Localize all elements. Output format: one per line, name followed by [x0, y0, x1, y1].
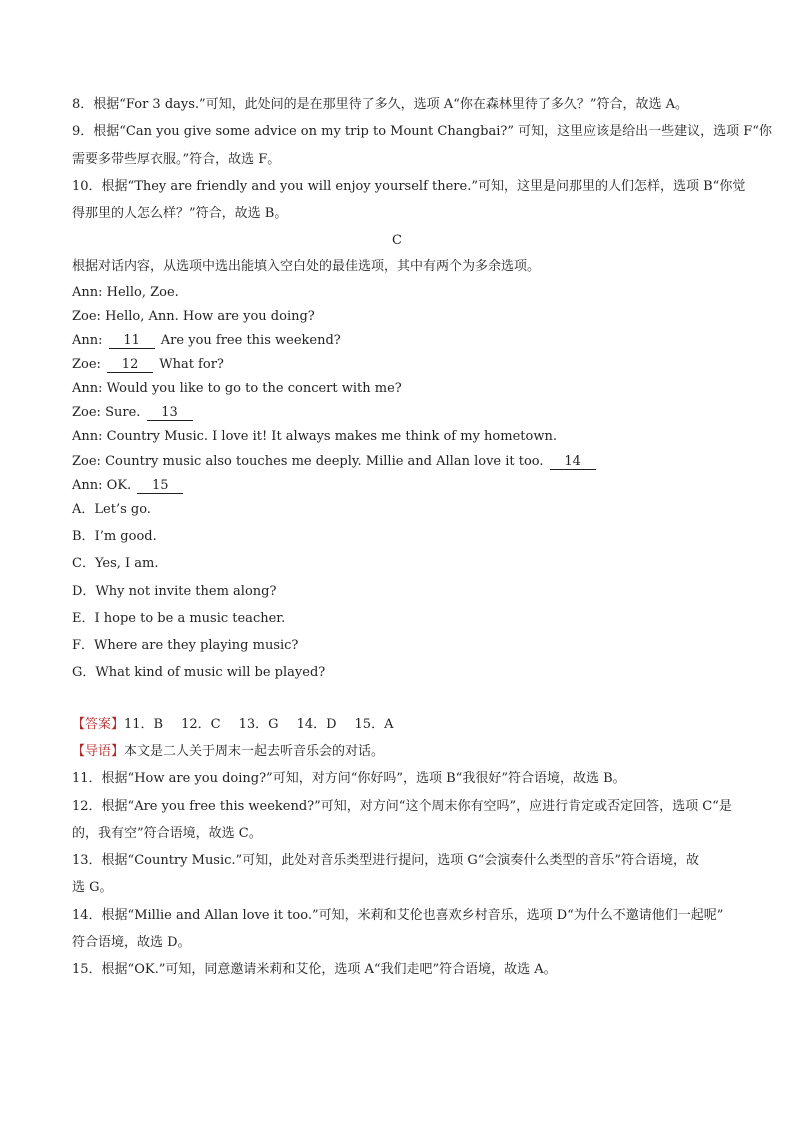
option-item: [72, 583, 732, 601]
answer-item: 13．G: [238, 717, 279, 732]
explanation-text: 符合语境，故选 D。: [72, 935, 191, 950]
option-item: [72, 664, 732, 682]
answer-label: 【答案】: [72, 717, 125, 732]
explanation-9: [72, 123, 772, 141]
answer-item: 15．A: [354, 717, 394, 732]
explanation-text: 根据“Can you give some advice on my trip to Mount Changbai?” 可知，这里应该是给出一些建议，选项 F“你: [93, 124, 772, 139]
option-text: Where are they playing music?: [94, 638, 299, 653]
option-item: [72, 610, 732, 628]
dialogue-text: Country Music. I love it! It always makes me think of my hometown.: [106, 429, 557, 444]
guide-label: 【导语】: [72, 744, 125, 759]
option-letter: A．: [72, 502, 95, 517]
answer-item: 11．B: [124, 717, 164, 732]
dialogue-line: [72, 404, 732, 422]
option-item: [72, 528, 732, 546]
speaker: Ann:: [72, 429, 103, 444]
option-text: Let’s go.: [94, 502, 151, 517]
explanation-number: 14．: [72, 908, 102, 923]
option-item: [72, 637, 732, 655]
explanation-10-cont: [72, 205, 732, 223]
dialogue-text: Hello, Zoe.: [106, 285, 179, 300]
speaker: Zoe:: [72, 357, 101, 372]
dialogue-text: Country music also touches me deeply. Millie and Allan love it too.: [105, 454, 544, 469]
option-item: [72, 555, 732, 573]
explanation-text: 根据“They are friendly and you will enjoy yourself there.”可知，这里是问那里的人们怎样，选项 B“你觉: [101, 179, 746, 194]
option-text: I’m good.: [94, 529, 157, 544]
dialogue-line: [72, 380, 732, 398]
speaker: Zoe:: [72, 309, 101, 324]
explanation-number: 11．: [72, 771, 102, 786]
explanation-text: 根据“Country Music.”可知，此处对音乐类型进行提问，选项 G“会演奏什么类型的音乐”符合语境，故: [101, 853, 700, 868]
dialogue-line: [72, 428, 732, 446]
guide-line: [72, 743, 732, 761]
speaker: Ann:: [72, 285, 103, 300]
explanation-13: [72, 852, 732, 870]
option-item: [72, 501, 732, 519]
blank-14[interactable]: 14: [550, 455, 596, 470]
dialogue-line: [72, 356, 732, 374]
explanation-text: 根据“Millie and Allan love it too.”可知，米莉和艾伦也喜欢乡村音乐，选项 D“为什么不邀请他们一起呢”: [101, 908, 724, 923]
dialogue-text: OK.: [106, 478, 132, 493]
dialogue-text: What for?: [159, 357, 224, 372]
explanation-text: 得那里的人怎么样？”符合，故选 B。: [72, 206, 288, 221]
speaker: Ann:: [72, 478, 103, 493]
blank-11[interactable]: 11: [109, 334, 155, 349]
dialogue-text: Would you like to go to the concert with me?: [106, 381, 402, 396]
option-text: I hope to be a music teacher.: [94, 611, 286, 626]
dialogue-line: [72, 308, 732, 326]
blank-13[interactable]: 13: [147, 406, 193, 421]
dialogue-text: Are you free this weekend?: [160, 333, 341, 348]
speaker: Ann:: [72, 381, 103, 396]
option-letter: D．: [72, 584, 96, 599]
explanation-12: [72, 798, 732, 816]
speaker: Ann:: [72, 333, 103, 348]
explanation-number: 15．: [72, 962, 102, 977]
explanation-number: 8．: [72, 97, 94, 112]
explanation-text: 选 G。: [72, 880, 113, 895]
option-letter: C．: [72, 556, 95, 571]
answer-line: [72, 716, 732, 734]
guide-text: 本文是二人关于周末一起去听音乐会的对话。: [124, 744, 385, 759]
explanation-text: 根据“For 3 days.”可知，此处问的是在那里待了多久，选项 A“你在森林里待了多久？”符合，故选 A。: [93, 97, 689, 112]
explanation-text: 需要多带些厚衣服。”符合，故选 F。: [72, 152, 281, 167]
explanation-14-cont: [72, 934, 732, 952]
explanation-text: 根据“Are you free this weekend?”可知，对方问“这个周末你有空吗”，应进行肯定或否定回答，选项 C“是: [101, 799, 732, 814]
explanation-14: [72, 907, 732, 925]
explanation-8: [72, 96, 732, 114]
dialogue-line: [72, 453, 732, 471]
dialogue-line: [72, 477, 732, 495]
explanation-text: 根据“How are you doing?”可知，对方问“你好吗”，选项 B“我很好”符合语境，故选 B。: [101, 771, 626, 786]
dialogue-line: [72, 332, 732, 350]
option-letter: F．: [72, 638, 95, 653]
dialogue-text: Sure.: [105, 405, 141, 420]
explanation-10: [72, 178, 746, 196]
explanation-text: 根据“OK.”可知，同意邀请米莉和艾伦，选项 A“我们走吧”符合语境，故选 A。: [101, 962, 557, 977]
speaker: Zoe:: [72, 454, 101, 469]
explanation-number: 10．: [72, 179, 102, 194]
answer-item: 12．C: [181, 717, 221, 732]
blank-12[interactable]: 12: [107, 358, 153, 373]
explanation-number: 12．: [72, 799, 102, 814]
explanation-12-cont: [72, 825, 732, 843]
explanation-number: 9．: [72, 124, 94, 139]
option-text: Why not invite them along?: [95, 584, 277, 599]
speaker: Zoe:: [72, 405, 101, 420]
instruction: 根据对话内容，从选项中选出能填入空白处的最佳选项，其中有两个为多余选项。: [72, 259, 541, 274]
option-letter: G．: [72, 665, 96, 680]
dialogue-line: [72, 284, 732, 302]
explanation-15: [72, 961, 732, 979]
dialogue-text: Hello, Ann. How are you doing?: [105, 309, 315, 324]
explanation-13-cont: [72, 879, 732, 897]
explanation-number: 13．: [72, 853, 102, 868]
section-letter: C: [392, 233, 402, 248]
blank-15[interactable]: 15: [137, 479, 183, 494]
answer-item: 14．D: [296, 717, 337, 732]
option-text: Yes, I am.: [94, 556, 159, 571]
explanation-9-cont: [72, 151, 732, 169]
option-letter: E．: [72, 611, 95, 626]
explanation-11: [72, 770, 732, 788]
explanation-text: 的，我有空”符合语境，故选 C。: [72, 826, 262, 841]
option-letter: B．: [72, 529, 95, 544]
option-text: What kind of music will be played?: [95, 665, 326, 680]
